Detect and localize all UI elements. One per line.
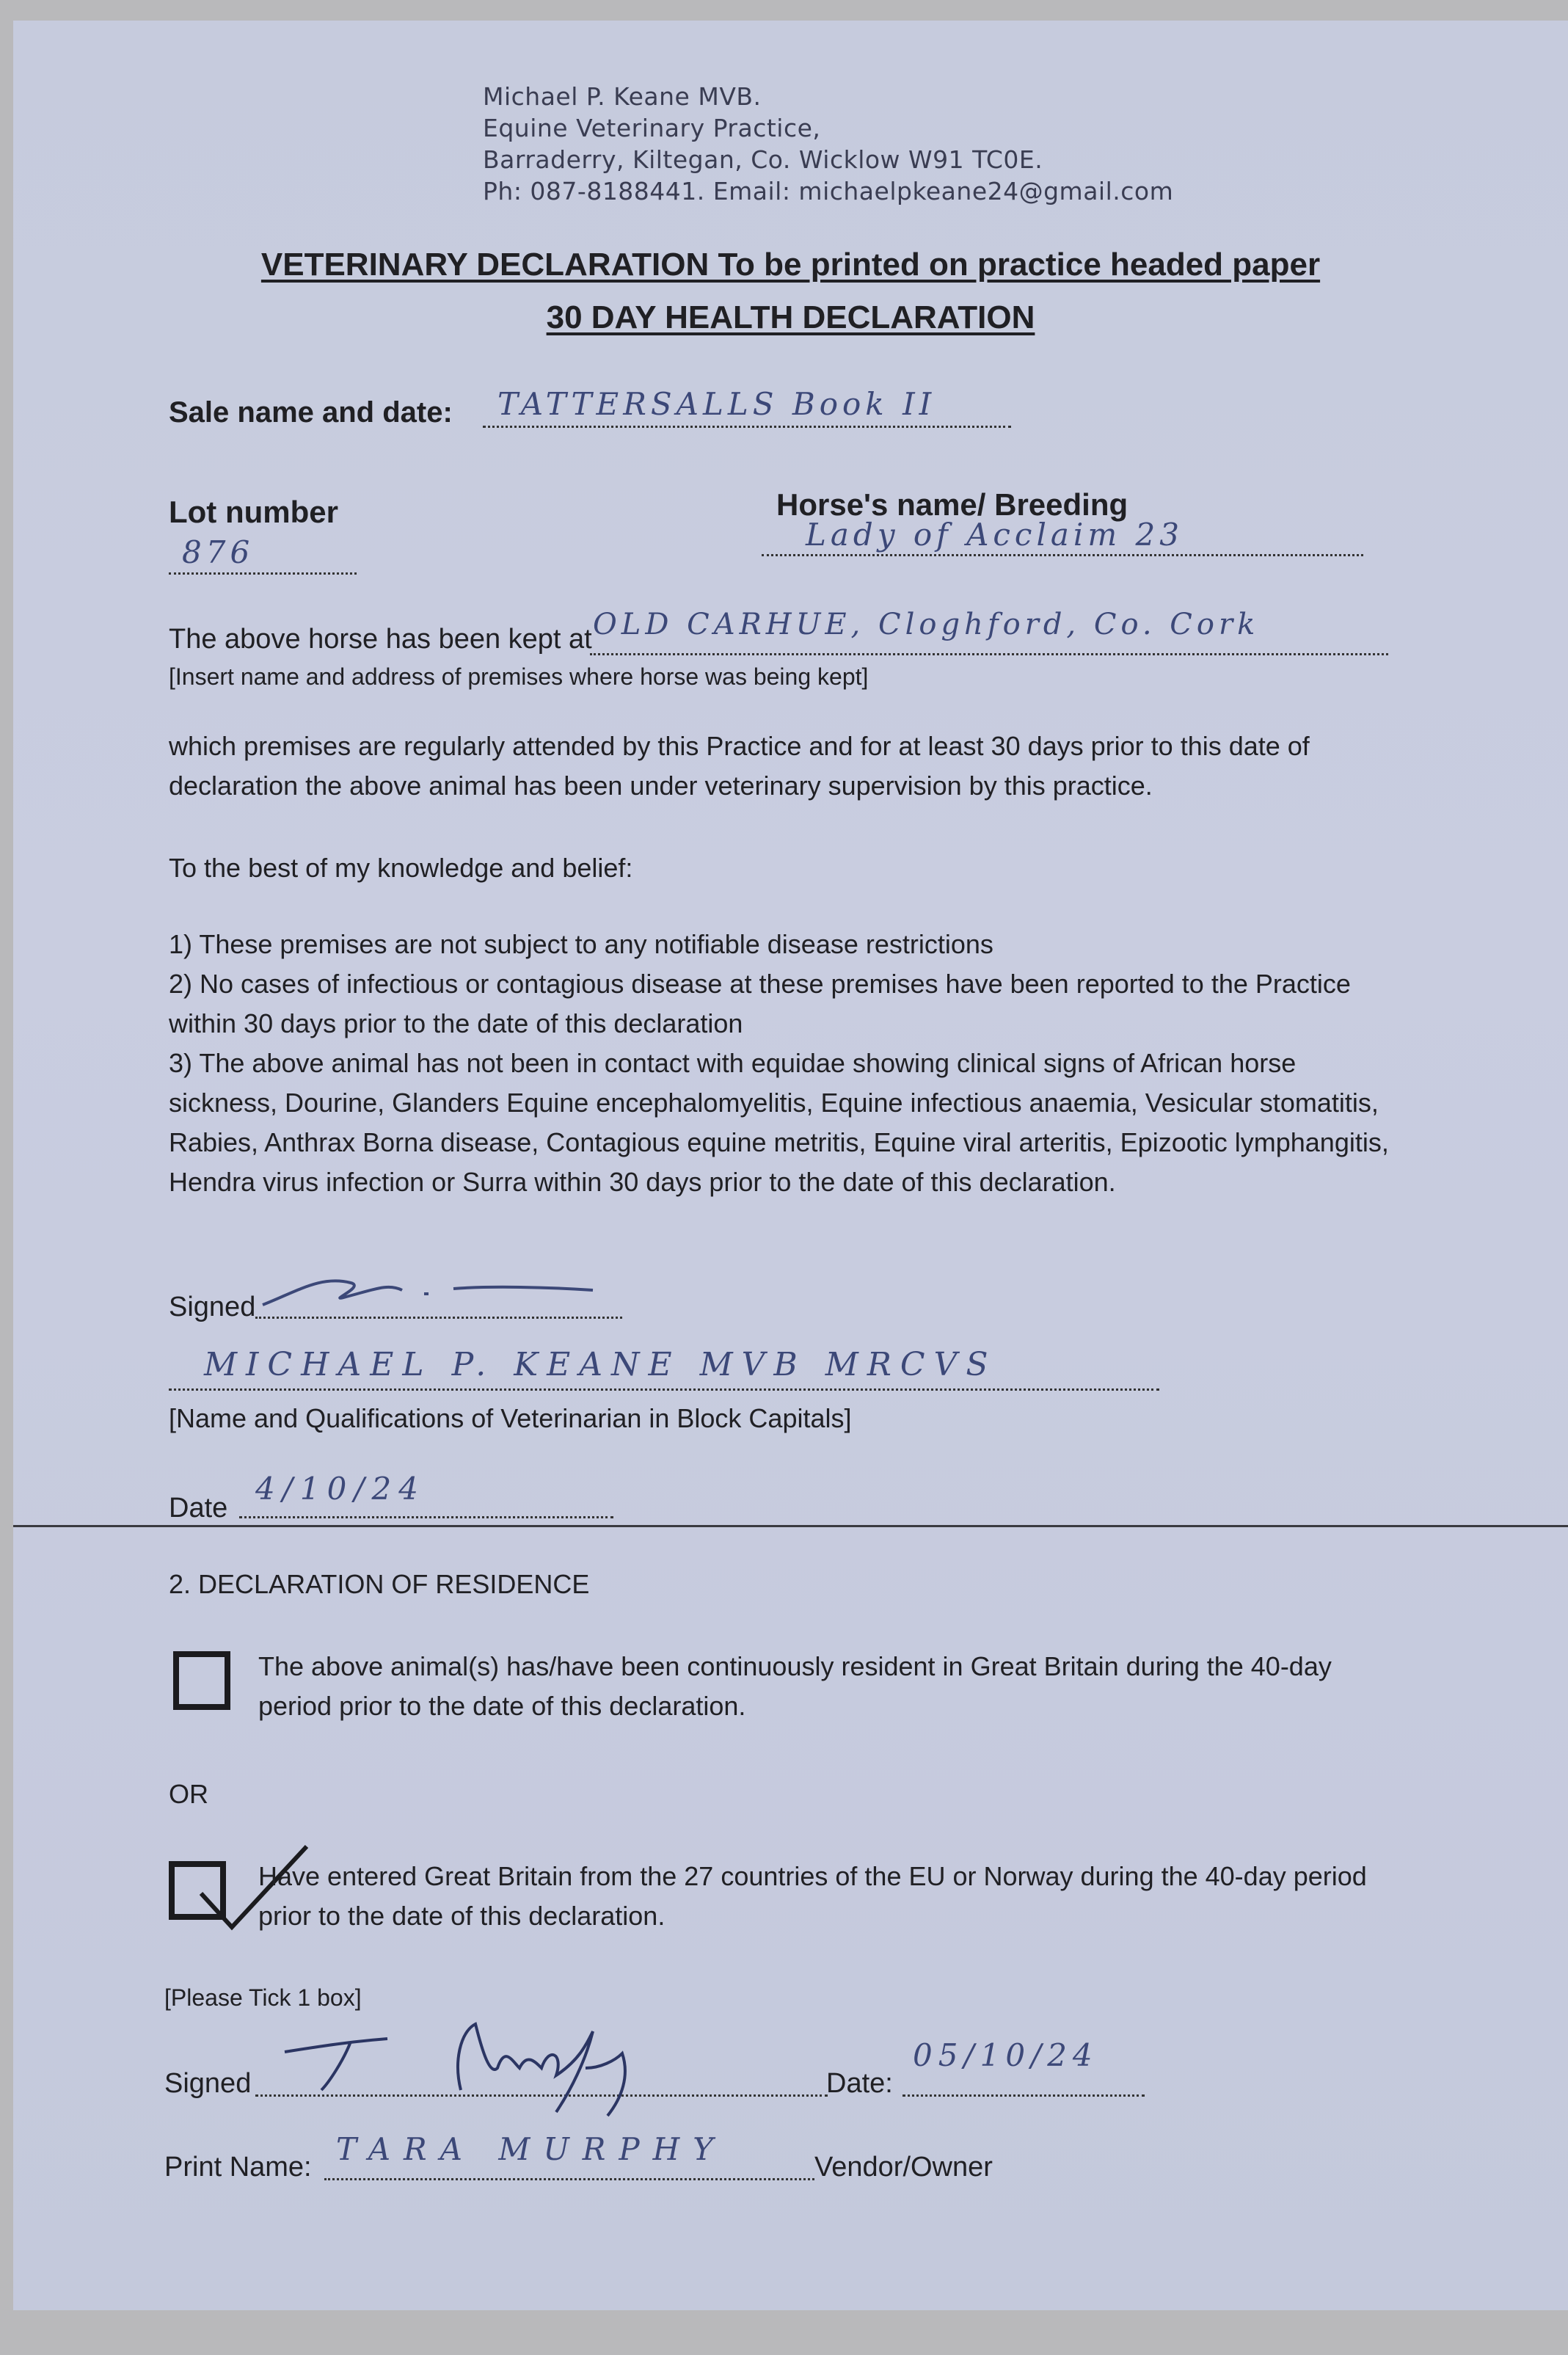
practice-address: Barraderry, Kiltegan, Co. Wicklow W91 TC0E. bbox=[483, 145, 1043, 174]
owner-date-value[interactable]: 05/10/24 bbox=[913, 2037, 1098, 2073]
premises-note: [Insert name and address of premises where horse was being kept] bbox=[169, 663, 869, 690]
vet-name-note: [Name and Qualifications of Veterinarian in Block Capitals] bbox=[169, 1403, 852, 1433]
vet-date-value[interactable]: 4/10/24 bbox=[255, 1471, 426, 1507]
tick-note: [Please Tick 1 box] bbox=[164, 1984, 362, 2011]
owner-date-line bbox=[902, 2094, 1145, 2097]
document-subtitle: 30 DAY HEALTH DECLARATION bbox=[546, 299, 1035, 335]
horse-dotted-line bbox=[762, 554, 1363, 556]
section-divider bbox=[13, 1525, 1568, 1527]
or-label: OR bbox=[169, 1779, 208, 1809]
lot-dotted-line bbox=[169, 572, 357, 575]
owner-date-label: Date: bbox=[826, 2068, 893, 2099]
document-title: VETERINARY DECLARATION To be printed on practice headed paper bbox=[260, 247, 1321, 283]
declaration-page bbox=[13, 21, 1568, 2310]
sale-dotted-line bbox=[483, 426, 1011, 428]
print-name-line bbox=[324, 2178, 814, 2180]
knowledge-text: To the best of my knowledge and belief: bbox=[169, 853, 633, 883]
sale-label: Sale name and date: bbox=[169, 396, 453, 429]
residence-option2-text: Have entered Great Britain from the 27 countries of the EU or Norway during the 40-day period prior to the date of this declaration. bbox=[258, 1861, 1367, 1931]
premises-dotted-line bbox=[590, 653, 1388, 655]
vet-name-value[interactable]: MICHAEL P. KEANE MVB MRCVS bbox=[204, 1346, 997, 1383]
point-1: 1) These premises are not subject to any notifiable disease restrictions bbox=[169, 929, 993, 959]
vet-date-label: Date bbox=[169, 1493, 228, 1524]
practice-name: Equine Veterinary Practice, bbox=[483, 114, 821, 142]
vet-date-line bbox=[239, 1516, 613, 1518]
letterhead bbox=[483, 81, 1173, 207]
lot-label: Lot number bbox=[169, 495, 338, 529]
practice-contact: Ph: 087-8188441. Email: michaelpkeane24@gmail.com bbox=[483, 177, 1174, 205]
point-3: 3) The above animal has not been in contact with equidae showing clinical signs of African horse sickness, Dourine, Glanders Equine encephalomyelitis, Equine infectious anaemia, Vesicular stomatitis, Rabies, Anthrax Borna disease, Contagious equine metritis, Equine viral arteritis, Epizootic lymphangitis, Hendra virus infection or Surra within 30 days prior to the date of this declaration. bbox=[169, 1048, 1389, 1197]
print-name-value[interactable]: TARA MURPHY bbox=[336, 2131, 726, 2167]
vendor-owner-label: Vendor/Owner bbox=[814, 2152, 993, 2183]
owner-signed-label: Signed bbox=[164, 2068, 252, 2099]
horse-label: Horse's name/ Breeding bbox=[776, 487, 1128, 522]
supervision-text: which premises are regularly attended by this Practice and for at least 30 days prior to this date of declaration the above animal has been under veterinary supervision by this practice. bbox=[169, 731, 1310, 801]
owner-signature-mark bbox=[277, 2017, 659, 2119]
vet-signature-mark bbox=[255, 1261, 608, 1320]
residence-heading: 2. DECLARATION OF RESIDENCE bbox=[169, 1569, 590, 1599]
vet-name: Michael P. Keane MVB. bbox=[483, 82, 762, 111]
lot-value[interactable]: 876 bbox=[182, 534, 255, 570]
vet-signed-label: Signed bbox=[169, 1292, 256, 1322]
horse-value[interactable]: Lady of Acclaim 23 bbox=[806, 517, 1184, 553]
print-name-label: Print Name: bbox=[164, 2152, 312, 2183]
residence-option1-text: The above animal(s) has/have been continuously resident in Great Britain during the 40-day period prior to the date of this declaration. bbox=[258, 1651, 1332, 1721]
residence-option1-checkbox[interactable] bbox=[173, 1651, 230, 1710]
premises-value[interactable]: OLD CARHUE, Cloghford, Co. Cork bbox=[593, 608, 1260, 641]
sale-value[interactable]: TATTERSALLS Book II bbox=[497, 386, 936, 422]
point-2: 2) No cases of infectious or contagious disease at these premises have been reported to the Practice within 30 days prior to the date of this declaration bbox=[169, 969, 1351, 1038]
vet-name-line bbox=[169, 1388, 1159, 1391]
premises-label: The above horse has been kept at bbox=[169, 624, 592, 655]
